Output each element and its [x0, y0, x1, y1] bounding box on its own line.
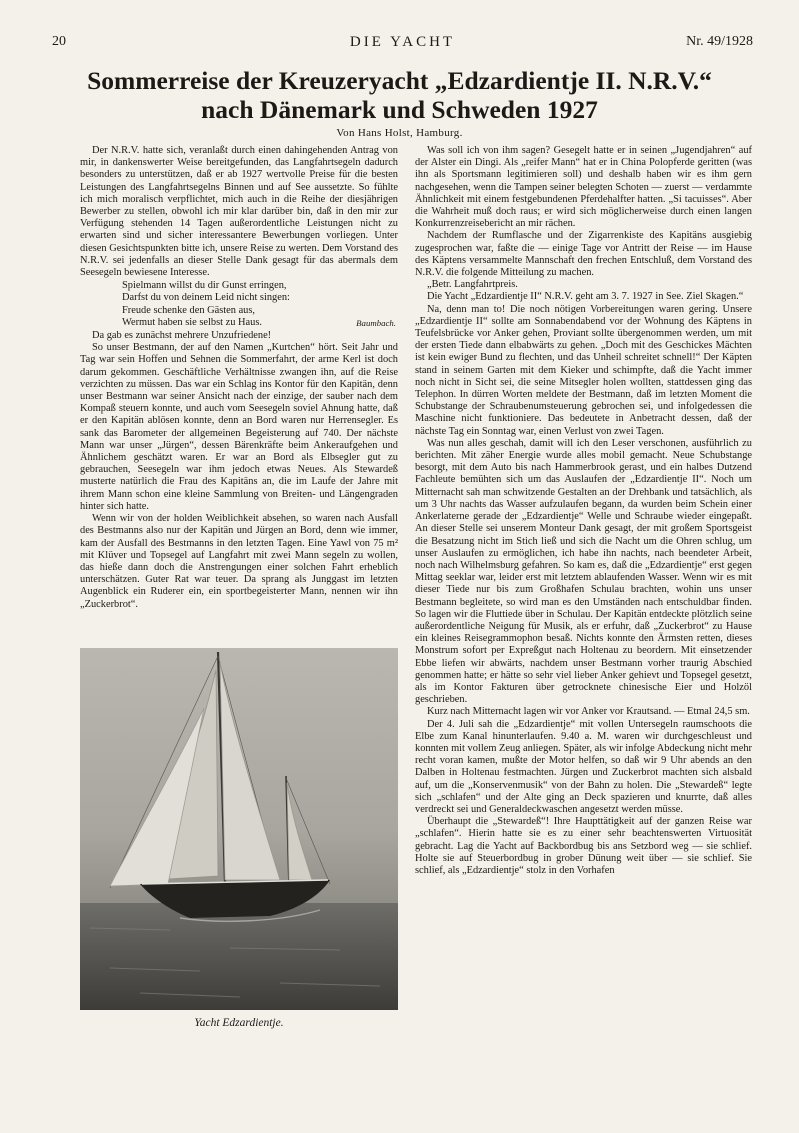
paragraph: „Betr. Langfahrtpreis.	[427, 279, 518, 291]
verse-quote	[122, 280, 398, 329]
paragraph: Der 4. Juli sah die „Edzardientje“ mit vollen Untersegeln raumschoots die Elbe zum Kanal hinunterlaufen. 9.40 a. M. waren wir durchgeschleust und konnten mit vollem Zeug anliegen. Später, als wir infolge Abdeckung nicht mehr recht voran kamen, mußte der Motor helfen, so daß wir 9 Uhr abends an den Dalben in Holtenau festmachten. Jürgen und Zuckerbrot machten sich alsbald auf, um die „Konservenmusik“ von der Bahn zu holen. Die „Stewardeß“ legte sich „schlafen“ und der Alte ging an Deck spazieren und knurrte, daß alles verdreckt sei und Generaldeckwaschen angesetzt werden müsse.	[415, 718, 752, 815]
paragraph: Da gab es zunächst mehrere Unzufriedene!	[92, 330, 272, 342]
magazine-title: DIE YACHT	[349, 34, 456, 50]
photo-caption: Yacht Edzardientje.	[194, 1017, 284, 1029]
verse-line: Freude schenke den Gästen aus,	[122, 304, 256, 316]
yacht-photo	[80, 648, 398, 1010]
paragraph: Nachdem der Rumflasche und der Zigarrenkiste des Kapitäns ausgiebig zugesprochen war, faßte die — einige Tage vor Antritt der Reise — im Hause des Käptens versammelte Mannschaft den frechen Entschluß, dem Vorstand des N.R.V. die folgende Mitteilung zu machen.	[415, 230, 752, 279]
paragraph: Was soll ich von ihm sagen? Gesegelt hatte er in seinen „Jugendjahren“ auf der Alster ein Dingi. Als „reifer Mann“ hat er in China Polopferde geritten (was ihn als Sportsmann legitimieren soll) und deshalb haben wir es ihm gern nachgesehen, wenn die Tampen seiner belegten Schoten — zuerst — verdammte Ähnlichkeit mit einem festgebundenen Pferdehalfter hatten. „Si tacuisses“. Aber die Wahrheit muß doch raus; er wird sich möglicherweise durch einen langen Konkurrenzreisebericht an mir rächen.	[415, 145, 752, 230]
article-title	[40, 66, 759, 124]
paragraph: Na, denn man to! Die noch nötigen Vorbereitungen waren gering. Unsere „Edzardientje II“ sollte am Sonnabendabend vor der Wohnung des Käptens in Teufelsbrücke vor Anker gehen, Proviant sollte übergenommen werden, um mit der ersten Tiede dann elbabwärts zu gehen. „Doch mit des Geschickes Mächten ist kein ewiger Bund zu flechten, und das Unheil schreitet schnell!“ Der Käpten stand in seinem Garten mit dem Kieker und schimpfte, daß die Yacht immer noch nicht in Sicht sei, die seine Mitsegler holen wollten, stattdessen ging das Telephon. In dürren Worten meldete der Bestmann, daß im letzten Moment die Schubstange der Schraubenumsteuerung gebrochen sei, und infolgedessen die Maschine nicht funktioniere. Das bedeutete in Anbetracht dessen, daß der nächste Tag ein Sonntag war, einen Verlust von zwei Tagen.	[415, 303, 752, 437]
left-column	[80, 145, 398, 611]
article-author: Von Hans Holst, Hamburg.	[336, 127, 463, 139]
paragraph: Was nun alles geschah, damit will ich den Leser verschonen, ausführlich zu berichten. Mit zäher Energie wurde alles mobil gemacht. Neue Schubstange besorgt, mit dem Auto bis nach Hammerbrook gerast, und ein halbes Dutzend Fachleute bemühten sich um das Auslaufen der „Edzardientje II“. Noch um Mitternacht sah man schwitzende Gestalten an der Drehbank und tatsächlich, als um 3 Uhr nachts das Wasser aufzulaufen begann, da wurden beim Schein einer Ankerlaterne gerade der „Edzardientje“ Welle und Schraube wieder eingepaßt. An dieser Stelle sei unserem Monteur Dank gesagt, der mit großem Sportsgeist die Besatzung nicht im Stich ließ und sich die Nacht um die Ohren schlug, um unser Auslaufen zu ermöglichen, ich habe ihn nachts, nach beendeter Arbeit, noch nach Wilhelmsburg gefahren. So kam es, daß die „Edzardientje“ erst gegen Mittag seeklar war, leider erst mit letztem ablaufenden Wasser. Wenn wir es mit dieser Tiede nur bis zum Großhafen Schulau brachten, wohin uns unser Bestmann begleitete, so wird man es den Umständen nach entschuldbar finden. So lagen wir die Fluttiede über in Schulau. Der Kapitän entdeckte plötzlich seine außerordentliche Neigung für Musik, als er erfuhr, daß „Zuckerbrot“ zu Hause ein kleines Reisegrammophon besaß. Nichts konnte den Ärmsten retten, dieses Monstrum sofort per Expreßgut nach Holtenau zu beordern. Mit einsetzender Ebbe liefen wir abwärts, nachdem unser Bestmann vorher traurig Abschied genommen hatte; er hätte so sehr viel lieber Anker gehievt und Topsegel gesetzt, als im Kontor Fakturen über getrocknete chinesische Eier und Holzöl geschrieben.	[415, 437, 752, 706]
page-number: 20	[52, 34, 66, 49]
page-header	[52, 34, 753, 54]
issue-number: Nr. 49/1928	[686, 34, 753, 49]
verse-line: Spielmann willst du dir Gunst erringen,	[122, 280, 287, 292]
right-column	[415, 145, 752, 1120]
paragraph: Die Yacht „Edzardientje II“ N.R.V. geht am 3. 7. 1927 in See. Ziel Skagen.“	[427, 291, 744, 303]
paragraph: Wenn wir von der holden Weiblichkeit absehen, so waren nach Ausfall des Bestmanns also nur der Kapitän und Jürgen an Bord, denn wie immer, kam der Ausfall des Bestmanns in den letzten Tagen. Eine Yawl von 75 m² mit Klüver und Topsegel auf Langfahrt mit zwei Mann segeln zu wollen, das hieße dann doch die Anstrengungen einer solchen Fahrt erheblich unterschätzen. Guter Rat war teuer. Da sprang als Junggast im letzten Augenblick ein Ruderer ein, ein sportbegeisterter Mann, nennen wir ihn „Zuckerbrot“.	[80, 513, 398, 610]
paragraph: So unser Bestmann, der auf den Namen „Kurtchen“ hört. Seit Jahr und Tag war sein Hoffen und Sehnen die Sommerfahrt, der arme Kerl ist doch darum gekommen. Geschäftliche Verhältnisse zwangen ihn, auf die Reise verzichten zu müssen. Das war ein Schlag ins Kontor für den Kapitän, denn unser Bestmann war seiner Ansicht nach der einzige, der sauber nach dem Kompaß steuern konnte, und auch vom Seesegeln soviel Ahnung hatte, daß er den Kapitän ablösen konnte, denn an Bord waren nur Herrensegler. Es sank das Barometer der allgemeinen Begeisterung auf 740. Der nächste Mann war unser „Jürgen“, dessen Bärenkräfte beim Ankeraufgehen und Ähnlichem geschätzt waren. Er war an Bord als Elbsegler gut zu gebrauchen, Seesegeln war ihm jedoch etwas Neues. Als Stewardeß musterte natürlich die Frau des Kapitäns an, die im Laufe der Jahre mit ihrem Mann schon eine kleine Sammlung von Breiten- und Längengraden hinter sich hatte.	[80, 342, 398, 512]
verse-source: Baumbach.	[356, 317, 396, 328]
sailboat-illustration	[80, 648, 398, 1010]
article-title-line-2: nach Dänemark und Schweden 1927	[201, 95, 598, 124]
paragraph: Kurz nach Mitternacht lagen wir vor Anker vor Krautsand. — Etmal 24,5 sm.	[427, 706, 750, 718]
article-title-line-1: Sommerreise der Kreuzeryacht „Edzardientje II. N.R.V.“	[87, 66, 712, 95]
verse-line: Darfst du von deinem Leid nicht singen:	[122, 292, 290, 304]
paragraph: Überhaupt die „Stewardeß“! Ihre Haupttätigkeit auf der ganzen Reise war „schlafen“. Hierin hatte sie es zu einer sehr beachtenswerten Virtuosität gebracht. Lag die Yacht auf Backbordbug bis ans Setzbord weg — sie schlief. Holte sie auf Steuerbordbug in grober Dünung weit über — sie schlief. Sie schlief, als „Edzardientje“ stolz in den Vorhafen	[415, 816, 752, 876]
paragraph: Der N.R.V. hatte sich, veranlaßt durch einen dahingehenden Antrag von mir, in dankenswerter Weise bereitgefunden, das Langfahrtsegeln dadurch besonders zu unterstützen, daß er ab 1927 wertvolle Preise für die besten Leistungen des Langfahrtsegelns Binnen und auf See aussetzte. So fühlte ich mich moralisch verpflichtet, mich auch in die Reihe der diesjährigen Bewerber zu stellen, obwohl ich mir klar darüber bin, daß in den mir zur Verfügung stehenden 14 Tagen außerordentliche Leistungen nicht zu erwarten sind und sicher interessantere Bewerbungen vorliegen. Unter diesen Gesichtspunkten bitte ich, unsere Reise zu werten. Dem Vorstand des N.R.V. sei jedenfalls an dieser Stelle Dank gesagt für das abermals dem Seesegeln bewiesene Interesse.	[80, 145, 398, 279]
verse-line: Wermut haben sie selbst zu Haus. Baumbach.	[122, 316, 396, 328]
